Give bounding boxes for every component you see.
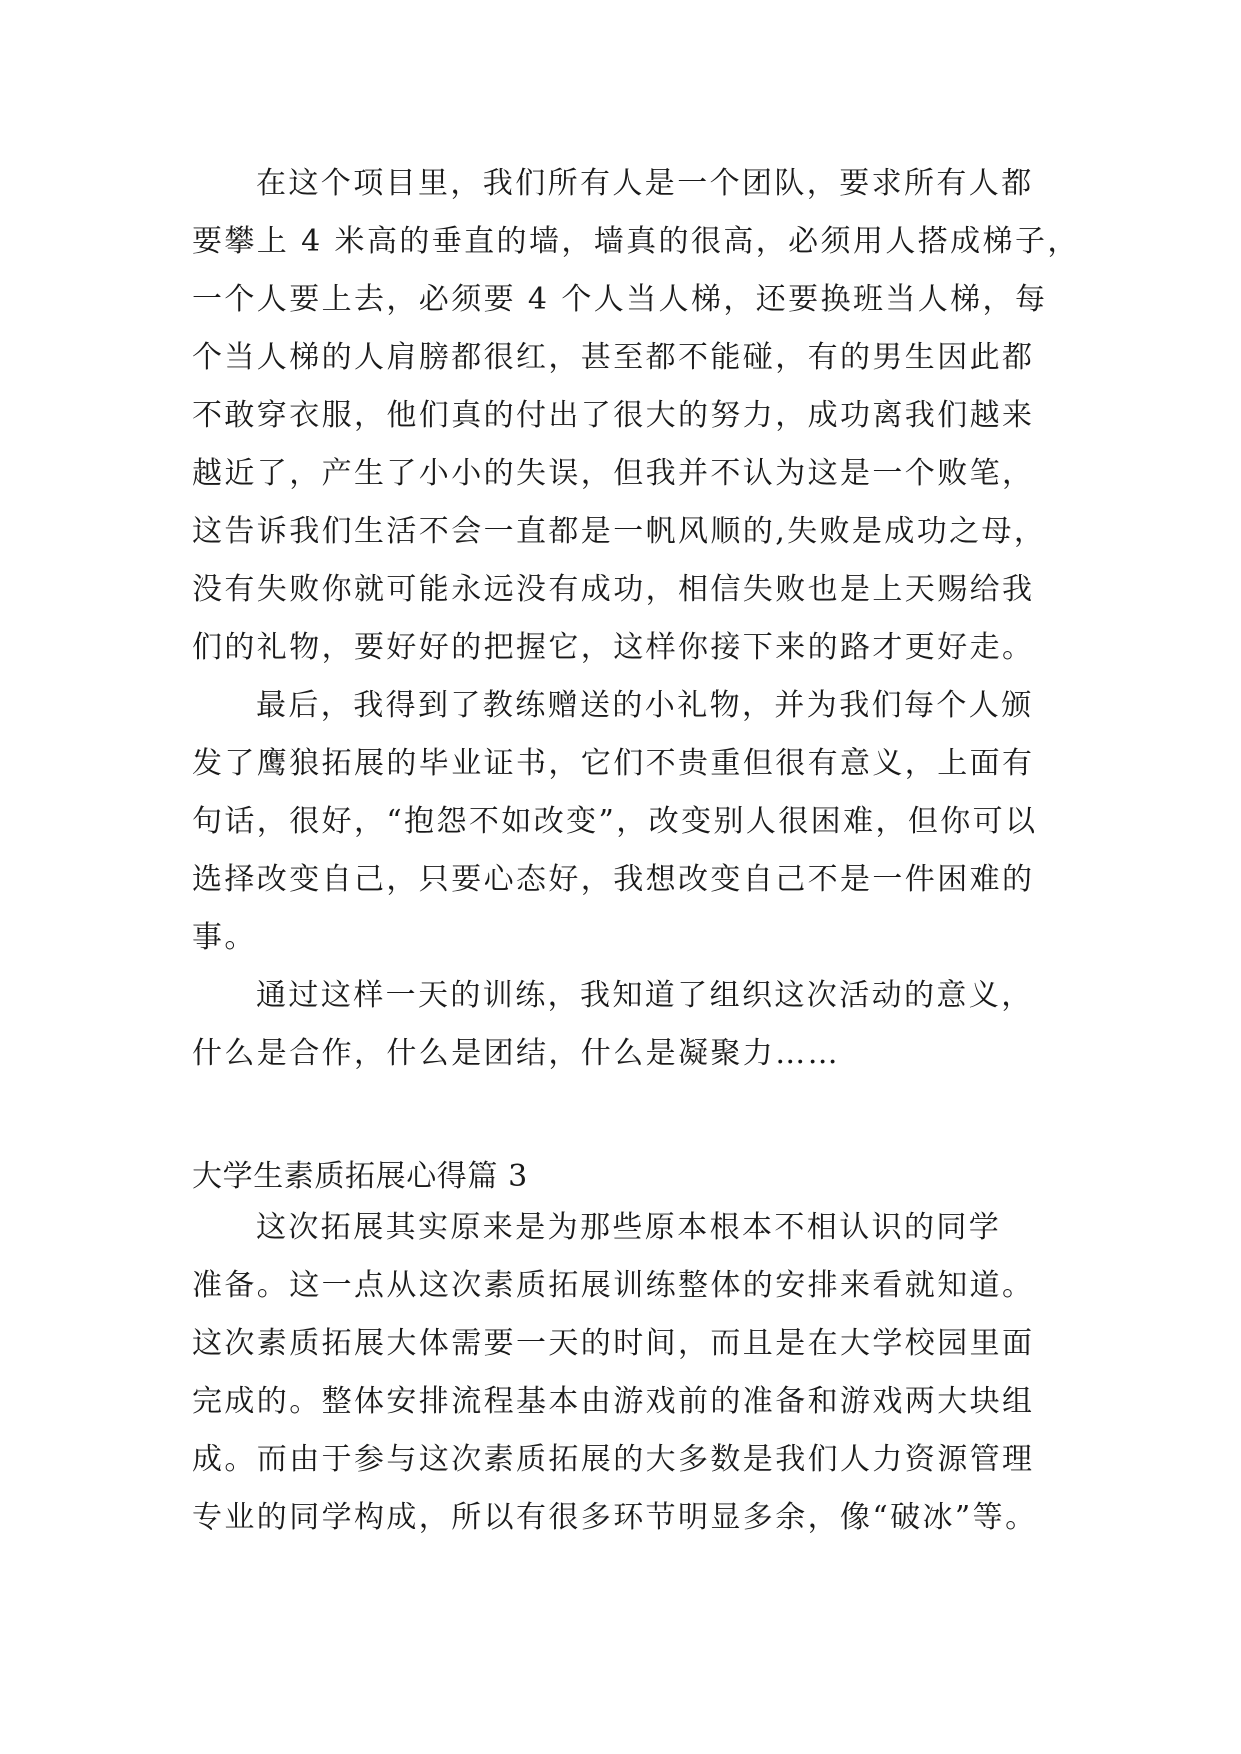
paragraph-line: 句话，很好，“抱怨不如改变”，改变别人很困难，但你可以: [192, 804, 1038, 839]
paragraph-line: 完成的。整体安排流程基本由游戏前的准备和游戏两大块组: [192, 1384, 1035, 1419]
paragraph-line: 们的礼物，要好好的把握它，这样你接下来的路才更好走。: [192, 630, 1035, 665]
paragraph-line: 最后，我得到了教练赠送的小礼物，并为我们每个人颁: [256, 688, 1034, 723]
paragraph-line: 越近了，产生了小小的失误，但我并不认为这是一个败笔，: [192, 456, 1035, 491]
paragraph-line: 事。: [192, 920, 257, 955]
paragraph-line: 通过这样一天的训练，我知道了组织这次活动的意义，: [256, 978, 1034, 1013]
paragraph-line: 个当人梯的人肩膀都很红，甚至都不能碰，有的男生因此都: [192, 340, 1035, 375]
paragraph-line: 这告诉我们生活不会一直都是一帆风顺的,失败是成功之母，: [192, 514, 1047, 549]
paragraph-line: 这次素质拓展大体需要一天的时间，而且是在大学校园里面: [192, 1326, 1035, 1361]
paragraph-line: 在这个项目里，我们所有人是一个团队，要求所有人都: [256, 166, 1034, 201]
paragraph-line: 选择改变自己，只要心态好，我想改变自己不是一件困难的: [192, 862, 1035, 897]
paragraph-line: 要攀上 4 米高的垂直的墙，墙真的很高，必须用人搭成梯子，: [192, 224, 1080, 259]
paragraph-line: 什么是合作，什么是团结，什么是凝聚力……: [192, 1036, 840, 1071]
paragraph-line: 发了鹰狼拓展的毕业证书，它们不贵重但很有意义，上面有: [192, 746, 1035, 781]
paragraph-line: 一个人要上去，必须要 4 个人当人梯，还要换班当人梯，每: [192, 282, 1048, 317]
paragraph-line: 不敢穿衣服，他们真的付出了很大的努力，成功离我们越来: [192, 398, 1035, 433]
paragraph-line: 准备。这一点从这次素质拓展训练整体的安排来看就知道。: [192, 1268, 1035, 1303]
paragraph-line: 没有失败你就可能永远没有成功，相信失败也是上天赐给我: [192, 572, 1035, 607]
section-heading: 大学生素质拓展心得篇 3: [192, 1159, 528, 1194]
paragraph-line: 成。而由于参与这次素质拓展的大多数是我们人力资源管理: [192, 1442, 1035, 1477]
paragraph-line: 专业的同学构成，所以有很多环节明显多余，像“破冰”等。: [192, 1500, 1038, 1535]
paragraph-line: 这次拓展其实原来是为那些原本根本不相认识的同学: [256, 1210, 1002, 1245]
